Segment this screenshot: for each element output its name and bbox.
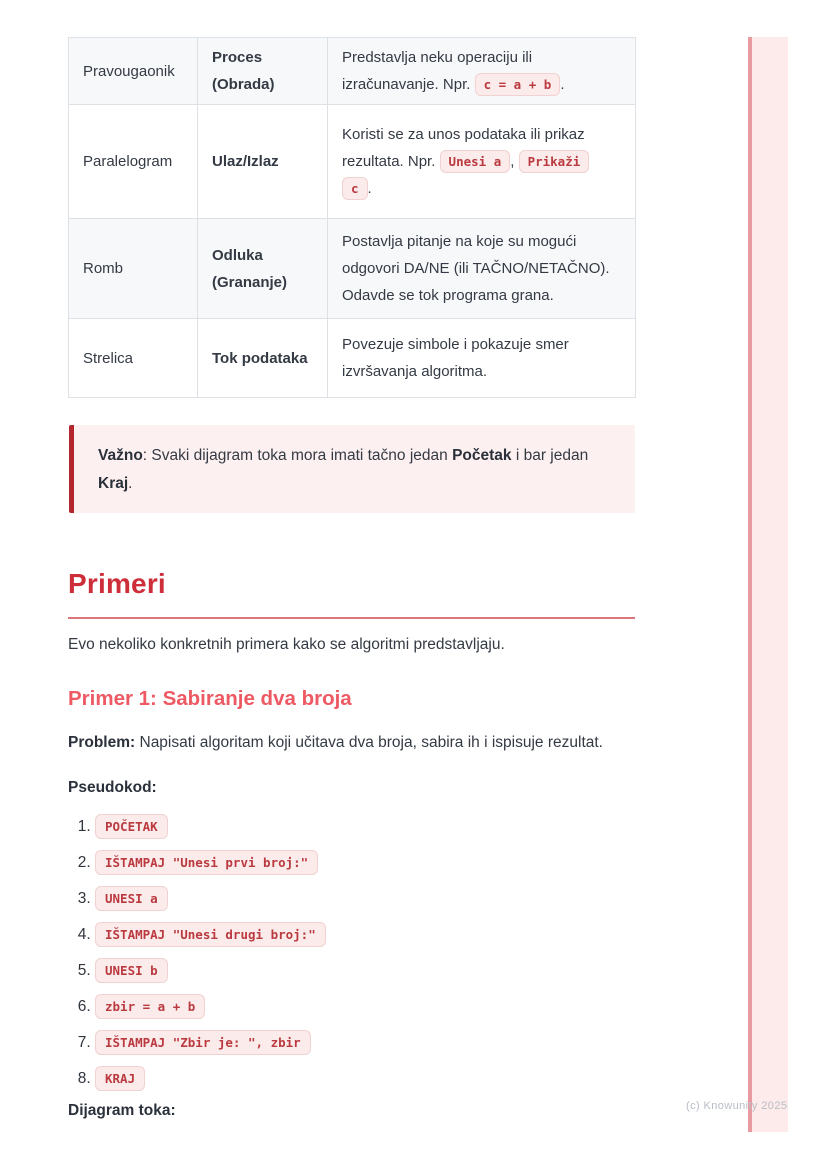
description-cell: Povezuje simbole i pokazuje smer izvršavanja algoritma. xyxy=(328,319,636,398)
code-chip: UNESI a xyxy=(95,886,168,911)
pseudocode-label: Pseudokod: xyxy=(68,779,157,796)
meaning-cell: Odluka (Grananje) xyxy=(198,219,328,319)
code-chip: c = a + b xyxy=(475,73,561,96)
code-chip: IŠTAMPAJ "Unesi prvi broj:" xyxy=(95,850,318,875)
code-chip: IŠTAMPAJ "Zbir je: ", zbir xyxy=(95,1030,311,1055)
watermark: (c) Knowunity 2025 xyxy=(686,1100,788,1112)
code-chip: Unesi a xyxy=(440,150,511,173)
symbol-cell: Romb xyxy=(69,219,198,319)
code-chip: c xyxy=(342,177,368,200)
symbol-cell: Pravougaonik xyxy=(69,38,198,105)
intro-paragraph: Evo nekoliko konkretnih primera kako se algoritmi predstavljaju. xyxy=(68,636,505,653)
meaning-cell: Proces (Obrada) xyxy=(198,38,328,105)
pseudocode-step xyxy=(95,814,326,839)
problem-paragraph: Problem: Napisati algoritam koji učitava dva broja, sabira ih i ispisuje rezultat. xyxy=(68,734,603,751)
heading-rule xyxy=(68,617,635,619)
description-cell: Predstavlja neku operaciju ili izračunavanje. Npr. c = a + b . xyxy=(328,38,636,105)
code-chip: POČETAK xyxy=(95,814,168,839)
pseudocode-step xyxy=(95,1066,326,1091)
example-heading: Primer 1: Sabiranje dva broja xyxy=(68,687,352,710)
important-callout xyxy=(69,425,635,513)
code-chip: IŠTAMPAJ "Unesi drugi broj:" xyxy=(95,922,326,947)
pseudocode-step xyxy=(95,958,326,983)
pseudocode-step xyxy=(95,886,326,911)
code-chip: KRAJ xyxy=(95,1066,145,1091)
flowchart-symbols-table xyxy=(68,37,636,398)
pseudocode-step xyxy=(95,850,326,875)
page-accent-bar xyxy=(748,37,788,1132)
pseudocode-step xyxy=(95,922,326,947)
diagram-label: Dijagram toka: xyxy=(68,1102,176,1119)
table-row xyxy=(69,105,636,219)
table-row xyxy=(69,319,636,398)
table-row xyxy=(69,38,636,105)
description-cell: Koristi se za unos podataka ili prikaz rezultata. Npr. Unesi a , Prikaži c . xyxy=(328,105,636,219)
code-chip: UNESI b xyxy=(95,958,168,983)
pseudocode-step xyxy=(95,994,326,1019)
code-chip: Prikaži xyxy=(519,150,590,173)
symbol-cell: Paralelogram xyxy=(69,105,198,219)
meaning-cell: Tok podataka xyxy=(198,319,328,398)
code-chip: zbir = a + b xyxy=(95,994,205,1019)
table-row xyxy=(69,219,636,319)
section-heading: Primeri xyxy=(68,568,166,599)
pseudocode-list xyxy=(68,814,326,1102)
meaning-cell: Ulaz/Izlaz xyxy=(198,105,328,219)
pseudocode-step xyxy=(95,1030,326,1055)
description-cell: Postavlja pitanje na koje su mogući odgovori DA/NE (ili TAČNO/NETAČNO). Odavde se tok programa grana. xyxy=(328,219,636,319)
symbol-cell: Strelica xyxy=(69,319,198,398)
callout-text: Važno: Svaki dijagram toka mora imati tačno jedan Početak i bar jedan Kraj. xyxy=(98,447,589,492)
